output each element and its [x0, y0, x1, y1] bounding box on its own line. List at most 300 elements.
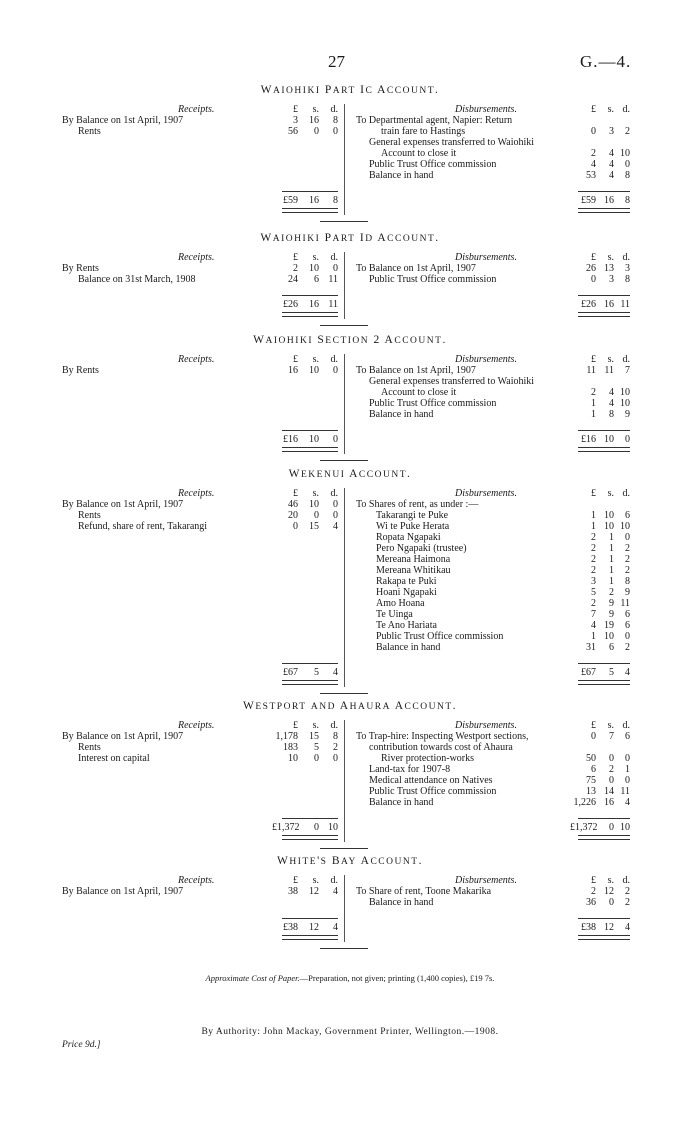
receipt-amount-p: 20	[288, 510, 298, 521]
disbursement-line: General expenses transferred to Waiohiki	[369, 376, 535, 387]
disbursement-amount-p: 0	[591, 274, 596, 285]
disbursement-amount-d: 2	[625, 126, 630, 137]
receipt-amount-s: 10	[309, 263, 319, 274]
receipts-column-heading-s: s.	[312, 875, 319, 886]
disbursement-line: Rakapa te Puki	[376, 576, 437, 587]
receipt-label: Rents	[78, 742, 101, 753]
receipts-column-heading-s: s.	[312, 720, 319, 731]
receipt-amount-p: 16	[288, 365, 298, 376]
receipts-total-s: 16	[309, 299, 319, 310]
disbursements-heading: Disbursements.	[455, 875, 517, 886]
page-code: G.—4.	[580, 52, 632, 71]
disbursement-amount	[570, 543, 630, 554]
receipts-column-heading-s: s.	[312, 354, 319, 365]
disbursement-amount	[570, 598, 630, 609]
disbursement-line: Hoani Ngapaki	[376, 587, 437, 598]
receipts-sum-rule	[282, 918, 338, 919]
disbursement-amount-s: 16	[604, 797, 614, 808]
section-separator	[320, 948, 368, 949]
disbursement-amount-s: 3	[609, 274, 614, 285]
disbursement-line: Balance in hand	[369, 409, 434, 420]
disbursement-amount-s: 1	[609, 565, 614, 576]
disbursement-line: Ropata Ngapaki	[376, 532, 441, 543]
disbursement-amount-s: 1	[609, 543, 614, 554]
disbursement-amount-d: 2	[625, 886, 630, 897]
receipts-sum-rule	[282, 818, 338, 819]
disbursement-line: Land-tax for 1907-8	[369, 764, 451, 775]
column-divider	[344, 252, 345, 319]
disbursement-line: Balance in hand	[369, 797, 434, 808]
receipt-label: Rents	[78, 510, 101, 521]
disbursement-amount-s: 10	[604, 510, 614, 521]
account-section	[0, 468, 700, 678]
disbursement-amount-d: 6	[625, 510, 630, 521]
disbursement-amount-s: 0	[609, 753, 614, 764]
receipts-column-heading-p: £	[293, 488, 298, 499]
disbursement-line: To Departmental agent, Napier: Return	[356, 115, 513, 126]
account-title: WAIOHIKI PART ID ACCOUNT.	[260, 232, 440, 244]
disbursement-amount-p: 6	[591, 764, 596, 775]
disbursement-amount	[570, 897, 630, 908]
receipt-label: By Balance on 1st April, 1907	[62, 731, 184, 742]
disbursement-amount-p: 2	[591, 554, 596, 565]
receipts-total-rule	[282, 447, 338, 452]
receipts-sum-rule	[282, 663, 338, 664]
disbursements-column-heading-s: s.	[607, 488, 614, 499]
disbursements-sum-rule	[578, 191, 630, 192]
disbursement-amount	[570, 365, 630, 376]
disbursement-amount-p: 36	[586, 897, 596, 908]
receipts-column-heading-d: d.	[330, 720, 338, 731]
cost-note	[0, 973, 700, 983]
receipt-amount	[272, 126, 338, 137]
disbursement-amount-s: 12	[604, 886, 614, 897]
disbursement-amount-s: 4	[609, 148, 614, 159]
disbursement-line: Amo Hoana	[376, 598, 425, 609]
account-title: WEKENUI ACCOUNT.	[288, 468, 412, 480]
disbursement-amount-d: 4	[625, 797, 630, 808]
disbursement-amount-p: 0	[591, 126, 596, 137]
receipt-label: Interest on capital	[78, 753, 150, 764]
disbursement-amount-d: 2	[625, 642, 630, 653]
disbursement-amount-d: 10	[620, 398, 630, 409]
account-section	[0, 700, 700, 840]
section-separator	[320, 221, 368, 222]
account-title: WAIOHIKI PART IC ACCOUNT.	[260, 84, 440, 96]
disbursements-column-heading-p: £	[591, 720, 596, 731]
receipts-total	[272, 434, 338, 445]
disbursement-amount-s: 8	[609, 409, 614, 420]
disbursements-column-heading-p: £	[591, 875, 596, 886]
disbursements-heading: Disbursements.	[455, 354, 517, 365]
receipt-amount	[272, 742, 338, 753]
receipt-amount-s: 0	[314, 753, 319, 764]
receipt-amount-d: 4	[333, 521, 338, 532]
disbursement-line: Public Trust Office commission	[369, 274, 497, 285]
disbursements-sum-rule	[578, 918, 630, 919]
disbursements-total-p: £38	[581, 922, 596, 933]
receipt-amount-d: 0	[333, 753, 338, 764]
disbursement-amount-s: 9	[609, 598, 614, 609]
disbursements-total-d: 0	[625, 434, 630, 445]
receipt-amount-p: 1,178	[275, 731, 298, 742]
disbursement-line: Mereana Haimona	[376, 554, 451, 565]
disbursement-line: Public Trust Office commission	[376, 631, 504, 642]
disbursement-amount-d: 2	[625, 543, 630, 554]
disbursements-column-heading-s: s.	[607, 354, 614, 365]
receipt-amount-s: 16	[309, 115, 319, 126]
disbursements-column-heading-s: s.	[607, 875, 614, 886]
disbursements-sum-rule	[578, 663, 630, 664]
disbursement-line: contribution towards cost of Ahaura	[369, 742, 513, 753]
disbursement-line: Medical attendance on Natives	[369, 775, 493, 786]
disbursements-column-heading-d: d.	[622, 104, 630, 115]
disbursement-amount	[570, 609, 630, 620]
disbursements-total	[570, 434, 630, 445]
disbursement-amount	[570, 764, 630, 775]
disbursement-line: General expenses transferred to Waiohiki	[369, 137, 535, 148]
receipt-amount-p: 56	[288, 126, 298, 137]
disbursement-amount-s: 19	[604, 620, 614, 631]
receipts-column-heading-d: d.	[330, 252, 338, 263]
column-divider	[344, 354, 345, 454]
receipts-total-p: £59	[283, 195, 298, 206]
disbursement-amount-s: 4	[609, 387, 614, 398]
disbursement-amount	[570, 565, 630, 576]
receipt-amount-d: 11	[328, 274, 338, 285]
receipts-sum-rule	[282, 295, 338, 296]
receipts-column-heading	[272, 354, 338, 365]
section-separator	[320, 848, 368, 849]
disbursement-amount-p: 2	[591, 886, 596, 897]
receipts-column-heading-s: s.	[312, 252, 319, 263]
receipts-total-rule	[282, 208, 338, 213]
receipt-amount-d: 0	[333, 510, 338, 521]
disbursement-amount-p: 3	[591, 576, 596, 587]
receipt-amount-s: 0	[314, 510, 319, 521]
disbursements-column-heading	[570, 252, 630, 263]
disbursements-column-heading-d: d.	[622, 720, 630, 731]
disbursements-sum-rule	[578, 295, 630, 296]
receipts-total-p: £38	[283, 922, 298, 933]
disbursement-amount-p: 31	[586, 642, 596, 653]
disbursement-amount	[570, 126, 630, 137]
disbursements-sum-rule	[578, 818, 630, 819]
disbursements-total-d: 8	[625, 195, 630, 206]
receipts-total-rule	[282, 312, 338, 317]
disbursement-amount	[570, 886, 630, 897]
disbursement-amount-d: 0	[625, 753, 630, 764]
disbursement-amount-d: 10	[620, 387, 630, 398]
disbursement-amount-p: 1	[591, 510, 596, 521]
disbursement-amount-s: 0	[609, 897, 614, 908]
receipts-total-d: 0	[333, 434, 338, 445]
disbursement-amount-p: 1	[591, 398, 596, 409]
receipt-amount	[272, 263, 338, 274]
disbursement-amount-p: 13	[586, 786, 596, 797]
disbursement-amount	[570, 263, 630, 274]
receipts-heading: Receipts.	[178, 252, 215, 263]
receipt-amount-s: 10	[309, 499, 319, 510]
disbursement-amount	[570, 620, 630, 631]
disbursement-line: Public Trust Office commission	[369, 398, 497, 409]
disbursement-amount-s: 2	[609, 764, 614, 775]
receipts-total	[272, 195, 338, 206]
disbursements-total-s: 16	[604, 195, 614, 206]
receipts-total-p: £67	[283, 667, 298, 678]
printer-authority: By Authority: John Mackay, Government Printer, Wellington.—1908.	[201, 1027, 499, 1037]
receipts-total	[272, 667, 338, 678]
disbursement-amount-d: 1	[625, 764, 630, 775]
disbursement-amount	[570, 532, 630, 543]
disbursement-amount-p: 2	[591, 565, 596, 576]
disbursement-amount	[570, 731, 630, 742]
disbursements-total-p: £26	[581, 299, 596, 310]
disbursement-amount	[570, 576, 630, 587]
disbursement-line: Te Uinga	[376, 609, 413, 620]
receipts-total-d: 11	[328, 299, 338, 310]
disbursement-amount-s: 7	[609, 731, 614, 742]
receipt-label: By Rents	[62, 365, 99, 376]
section-separator	[320, 693, 368, 694]
disbursements-heading: Disbursements.	[455, 720, 517, 731]
disbursements-total-s: 5	[609, 667, 614, 678]
disbursements-column-heading-d: d.	[622, 488, 630, 499]
section-separator	[320, 325, 368, 326]
disbursement-amount	[570, 786, 630, 797]
disbursements-total-p: £16	[581, 434, 596, 445]
disbursement-amount-s: 3	[609, 126, 614, 137]
disbursement-amount-s: 4	[609, 159, 614, 170]
receipts-total-s: 16	[309, 195, 319, 206]
disbursement-amount-s: 4	[609, 398, 614, 409]
disbursement-amount	[570, 587, 630, 598]
receipts-total-p: £26	[283, 299, 298, 310]
receipts-column-heading-p: £	[293, 720, 298, 731]
receipt-amount-p: 10	[288, 753, 298, 764]
disbursements-intro: To Shares of rent, as under :—	[356, 499, 479, 510]
receipt-amount	[272, 274, 338, 285]
disbursements-column-heading-s: s.	[607, 252, 614, 263]
receipt-label: By Balance on 1st April, 1907	[62, 115, 184, 126]
disbursement-amount	[570, 274, 630, 285]
disbursement-amount-p: 1	[591, 631, 596, 642]
disbursements-column-heading-d: d.	[622, 354, 630, 365]
receipt-amount-s: 15	[309, 521, 319, 532]
disbursement-amount	[570, 775, 630, 786]
receipt-amount	[272, 510, 338, 521]
disbursement-line: Account to close it	[381, 148, 457, 159]
receipt-amount-p: 2	[293, 263, 298, 274]
disbursements-column-heading-p: £	[591, 354, 596, 365]
receipts-column-heading-d: d.	[330, 354, 338, 365]
disbursement-line: To Share of rent, Toone Makarika	[356, 886, 492, 897]
disbursement-line: Account to close it	[381, 387, 457, 398]
disbursement-line: Wi te Puke Herata	[376, 521, 450, 532]
disbursements-column-heading-s: s.	[607, 720, 614, 731]
disbursements-total-s: 0	[609, 822, 614, 833]
receipts-column-heading-d: d.	[330, 488, 338, 499]
disbursement-line: To Trap-hire: Inspecting Westport sections,	[356, 731, 529, 742]
disbursement-amount-d: 11	[620, 786, 630, 797]
page-header	[0, 52, 700, 72]
disbursement-amount-p: 2	[591, 387, 596, 398]
disbursements-total-p: £67	[581, 667, 596, 678]
disbursement-amount-d: 10	[620, 521, 630, 532]
receipts-total	[272, 822, 338, 833]
disbursements-total-d: 11	[620, 299, 630, 310]
receipts-total-s: 12	[309, 922, 319, 933]
disbursement-amount	[570, 398, 630, 409]
disbursement-amount-d: 8	[625, 576, 630, 587]
receipts-sum-rule	[282, 191, 338, 192]
disbursement-amount-p: 1,226	[573, 797, 596, 808]
receipt-amount-p: 183	[283, 742, 298, 753]
account-title: WHITE'S BAY ACCOUNT.	[277, 855, 423, 867]
disbursement-amount-p: 2	[591, 148, 596, 159]
disbursement-amount	[570, 797, 630, 808]
disbursement-amount	[570, 387, 630, 398]
receipts-sum-rule	[282, 430, 338, 431]
receipts-total-p: £16	[283, 434, 298, 445]
disbursement-amount-p: 1	[591, 409, 596, 420]
column-divider	[344, 104, 345, 215]
disbursement-amount-p: 5	[591, 587, 596, 598]
disbursements-total	[570, 822, 630, 833]
receipt-amount-d: 8	[333, 115, 338, 126]
receipts-total-s: 5	[314, 667, 319, 678]
receipts-total-d: 4	[333, 922, 338, 933]
receipt-amount-p: 46	[288, 499, 298, 510]
disbursement-amount	[570, 510, 630, 521]
disbursements-heading: Disbursements.	[455, 488, 517, 499]
disbursement-amount-d: 7	[625, 365, 630, 376]
disbursements-column-heading-d: d.	[622, 252, 630, 263]
receipts-total-p: £1,372	[272, 822, 300, 833]
receipts-heading: Receipts.	[178, 104, 215, 115]
disbursements-column-heading-s: s.	[607, 104, 614, 115]
disbursement-amount	[570, 753, 630, 764]
receipts-column-heading-p: £	[293, 354, 298, 365]
receipt-amount	[272, 499, 338, 510]
receipt-amount-s: 10	[309, 365, 319, 376]
receipt-amount	[272, 521, 338, 532]
disbursement-amount-s: 10	[604, 521, 614, 532]
disbursement-amount-s: 4	[609, 170, 614, 181]
disbursements-column-heading-p: £	[591, 104, 596, 115]
receipts-column-heading	[272, 720, 338, 731]
receipt-amount-s: 12	[309, 886, 319, 897]
receipt-amount-p: 24	[288, 274, 298, 285]
disbursements-column-heading-d: d.	[622, 875, 630, 886]
receipts-heading: Receipts.	[178, 875, 215, 886]
disbursement-line: To Balance on 1st April, 1907	[356, 365, 476, 376]
disbursement-amount-s: 6	[609, 642, 614, 653]
disbursement-amount-s: 11	[604, 365, 614, 376]
disbursements-column-heading-p: £	[591, 252, 596, 263]
disbursement-line: Pero Ngapaki (trustee)	[376, 543, 467, 554]
disbursements-total	[570, 667, 630, 678]
receipts-total-rule	[282, 935, 338, 940]
receipt-label: Balance on 31st March, 1908	[78, 274, 196, 285]
disbursement-amount-s: 1	[609, 554, 614, 565]
disbursement-amount-p: 26	[586, 263, 596, 274]
receipts-column-heading-p: £	[293, 875, 298, 886]
disbursement-line: Takarangi te Puke	[376, 510, 449, 521]
disbursement-amount-p: 75	[586, 775, 596, 786]
account-title: WESTPORT AND AHAURA ACCOUNT.	[242, 700, 457, 712]
receipt-amount-s: 6	[314, 274, 319, 285]
disbursement-amount-s: 13	[604, 263, 614, 274]
disbursements-heading: Disbursements.	[455, 252, 517, 263]
account-title: WAIOHIKI SECTION 2 ACCOUNT.	[253, 334, 447, 346]
disbursement-amount-d: 6	[625, 609, 630, 620]
disbursements-column-heading	[570, 875, 630, 886]
disbursements-total-p: £1,372	[570, 822, 598, 833]
disbursements-total-rule	[578, 835, 630, 840]
disbursement-amount-s: 1	[609, 532, 614, 543]
disbursement-amount	[570, 521, 630, 532]
receipt-amount-d: 0	[333, 365, 338, 376]
disbursement-amount-d: 0	[625, 159, 630, 170]
disbursement-line: Balance in hand	[369, 170, 434, 181]
disbursement-amount-p: 7	[591, 609, 596, 620]
disbursement-amount-p: 4	[591, 620, 596, 631]
receipts-column-heading-p: £	[293, 104, 298, 115]
disbursements-column-heading	[570, 488, 630, 499]
disbursement-amount-p: 0	[591, 731, 596, 742]
receipts-total-s: 0	[314, 822, 319, 833]
column-divider	[344, 875, 345, 942]
receipt-label: Refund, share of rent, Takarangi	[78, 521, 208, 532]
receipt-amount	[272, 753, 338, 764]
disbursements-total-rule	[578, 935, 630, 940]
receipts-heading: Receipts.	[178, 488, 215, 499]
disbursement-amount-p: 50	[586, 753, 596, 764]
receipts-column-heading	[272, 252, 338, 263]
receipts-total-d: 4	[333, 667, 338, 678]
disbursement-amount-d: 6	[625, 620, 630, 631]
account-section	[0, 84, 700, 224]
disbursement-amount-p: 11	[586, 365, 596, 376]
disbursements-total-rule	[578, 447, 630, 452]
disbursement-amount-p: 53	[586, 170, 596, 181]
disbursements-total-d: 4	[625, 922, 630, 933]
disbursements-column-heading-p: £	[591, 488, 596, 499]
receipt-label: By Balance on 1st April, 1907	[62, 886, 184, 897]
disbursement-amount-d: 8	[625, 170, 630, 181]
disbursement-line: River protection-works	[381, 753, 475, 764]
disbursement-amount-p: 2	[591, 532, 596, 543]
receipt-amount-p: 3	[293, 115, 298, 126]
disbursement-amount	[570, 554, 630, 565]
disbursements-total-p: £59	[581, 195, 596, 206]
disbursements-sum-rule	[578, 430, 630, 431]
disbursement-amount-d: 2	[625, 897, 630, 908]
receipts-total-d: 10	[328, 822, 338, 833]
disbursement-amount-d: 2	[625, 554, 630, 565]
receipt-amount	[272, 886, 338, 897]
disbursement-amount-p: 2	[591, 543, 596, 554]
disbursements-column-heading	[570, 104, 630, 115]
disbursements-total	[570, 195, 630, 206]
disbursement-amount-d: 9	[625, 587, 630, 598]
disbursement-amount-s: 0	[609, 775, 614, 786]
disbursements-total	[570, 299, 630, 310]
receipt-amount-d: 0	[333, 126, 338, 137]
receipt-amount-s: 5	[314, 742, 319, 753]
disbursement-amount-s: 1	[609, 576, 614, 587]
